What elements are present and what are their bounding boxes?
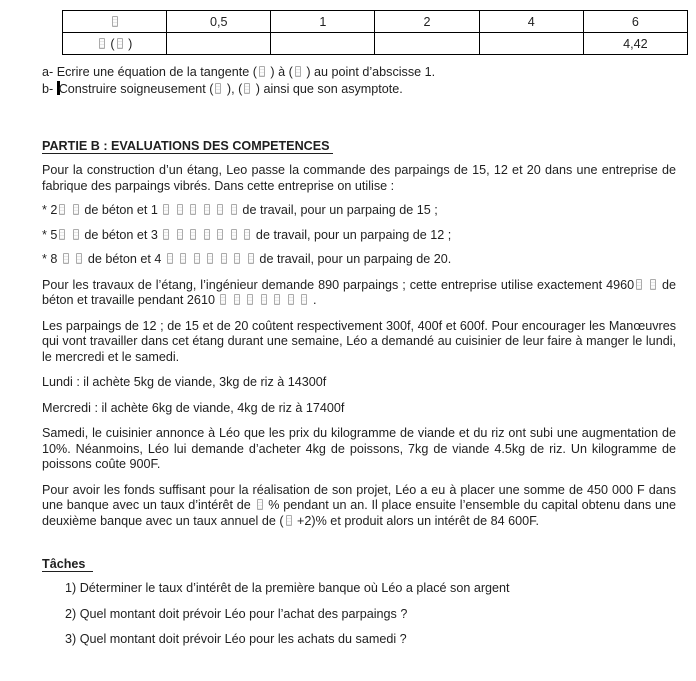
task-item-2[interactable]: 2) Quel montant doit prévoir Léo pour l’achat des parpaings ? bbox=[65, 606, 408, 621]
missing-glyph-box bbox=[167, 253, 173, 264]
partie-b-heading: PARTIE B : EVALUATIONS DES COMPETENCES bbox=[42, 139, 676, 153]
missing-glyph-box bbox=[177, 204, 183, 215]
missing-glyph-box bbox=[163, 229, 169, 240]
table-cell[interactable]: 6 bbox=[583, 11, 687, 33]
item-b-text: Construire soigneusement ( ), ( ) ainsi que son asymptote. bbox=[58, 82, 403, 96]
missing-glyph-box bbox=[217, 204, 223, 215]
paragraph-lundi[interactable]: Lundi : il achète 5kg de viande, 3kg de riz à 14300f bbox=[42, 375, 327, 389]
missing-glyph-box bbox=[274, 294, 280, 305]
missing-glyph-box bbox=[231, 229, 237, 240]
bullet-parpaing-15[interactable]: * 2 de béton et 1 de travail, pour un parpaing de 15 ; bbox=[42, 203, 438, 217]
missing-glyph-box bbox=[257, 499, 263, 510]
missing-glyph-box bbox=[288, 294, 294, 305]
exercise-item-b[interactable] bbox=[42, 81, 676, 97]
table-cell[interactable]: 4,42 bbox=[583, 33, 687, 55]
missing-glyph-box bbox=[163, 204, 169, 215]
missing-glyph-box bbox=[112, 16, 118, 27]
table-cell[interactable] bbox=[375, 33, 479, 55]
bullet-parpaing-12[interactable]: * 5 de béton et 3 de travail, pour un parpaing de 12 ; bbox=[42, 227, 452, 242]
missing-glyph-box bbox=[190, 229, 196, 240]
table-cell[interactable] bbox=[271, 33, 375, 55]
missing-glyph-box bbox=[73, 204, 79, 215]
paragraph-banque[interactable]: Pour avoir les fonds suffisant pour la réalisation de son projet, Léo a eu à placer une somme de 450 000 F dans une banque avec un taux d’intérêt de % pendant un an. Il place ensuite l’ensemble du capital obtenu dans une deuxième banque avec un taux annuel de ( +2)% et produit alors un intérêt de 84 600F. bbox=[42, 482, 676, 528]
missing-glyph-box bbox=[234, 253, 240, 264]
missing-glyph-box bbox=[231, 204, 237, 215]
table-cell[interactable]: 4 bbox=[479, 11, 583, 33]
table-cell[interactable]: 1 bbox=[271, 11, 375, 33]
table-row bbox=[63, 11, 688, 33]
missing-glyph-box bbox=[261, 294, 267, 305]
missing-glyph-box bbox=[73, 229, 79, 240]
missing-glyph-box bbox=[63, 253, 69, 264]
missing-glyph-box bbox=[204, 204, 210, 215]
table-cell[interactable] bbox=[63, 11, 167, 33]
item-b-prefix: b- bbox=[42, 82, 57, 96]
missing-glyph-box bbox=[76, 253, 82, 264]
missing-glyph-box bbox=[215, 83, 221, 94]
values-table bbox=[62, 10, 688, 55]
missing-glyph-box bbox=[244, 229, 250, 240]
missing-glyph-box bbox=[301, 294, 307, 305]
missing-glyph-box bbox=[259, 66, 265, 77]
missing-glyph-box bbox=[234, 294, 240, 305]
missing-glyph-box bbox=[117, 38, 123, 49]
exercise-item-a[interactable]: a- Ecrire une équation de la tangente ( ) à ( ) au point d’abscisse 1. bbox=[42, 65, 436, 79]
missing-glyph-box bbox=[286, 515, 292, 526]
missing-glyph-box bbox=[59, 229, 65, 240]
missing-glyph-box bbox=[177, 229, 183, 240]
missing-glyph-box bbox=[295, 66, 301, 77]
missing-glyph-box bbox=[248, 253, 254, 264]
missing-glyph-box bbox=[204, 229, 210, 240]
paragraph-samedi[interactable]: Samedi, le cuisinier annonce à Léo que les prix du kilogramme de viande et du riz ont subi une augmentation de 10%. Néanmoins, Léo lui demande d’acheter 4kg de poissons, 7kg de viande 4.5kg de riz. Un kilogramme de poissons coûte 900F. bbox=[42, 426, 676, 471]
missing-glyph-box bbox=[220, 294, 226, 305]
missing-glyph-box bbox=[194, 253, 200, 264]
paragraph-mercredi[interactable]: Mercredi : il achète 6kg de viande, 4kg de riz à 17400f bbox=[42, 400, 345, 415]
missing-glyph-box bbox=[650, 279, 656, 290]
task-item-3[interactable]: 3) Quel montant doit prévoir Léo pour les achats du samedi ? bbox=[65, 632, 407, 646]
bullet-parpaing-20[interactable]: * 8 de béton et 4 de travail, pour un parpaing de 20. bbox=[42, 252, 452, 266]
table-cell[interactable] bbox=[479, 33, 583, 55]
table-cell[interactable]: 0,5 bbox=[167, 11, 271, 33]
paragraph-parpaings[interactable]: Les parpaings de 12 ; de 15 et de 20 coûtent respectivement 300f, 400f et 600f. Pour encourager les Manœuvres qui vont travailler dans cet étang durant une semaine, Léo a demandé au cuisinier de leur faire à manger le lundi, le mercredi et le samedi. bbox=[42, 318, 676, 364]
missing-glyph-box bbox=[636, 279, 642, 290]
missing-glyph-box bbox=[99, 38, 105, 49]
taches-heading: Tâches bbox=[42, 557, 676, 571]
table-row bbox=[63, 33, 688, 55]
task-item-1[interactable]: 1) Déterminer le taux d’intérêt de la première banque où Léo a placé son argent bbox=[65, 581, 510, 595]
paragraph-travaux[interactable]: Pour les travaux de l’étang, l’ingénieur demande 890 parpaings ; cette entreprise utilise exactement 4960 de béton et travaille pendant 2610 . bbox=[42, 277, 676, 307]
missing-glyph-box bbox=[217, 229, 223, 240]
table-cell[interactable] bbox=[167, 33, 271, 55]
intro-paragraph[interactable]: Pour la construction d’un étang, Leo passe la commande des parpaings de 15, 12 et 20 dans une entreprise de fabrique des parpaings vibrés. Dans cette entreprise on utilise : bbox=[42, 163, 676, 193]
missing-glyph-box bbox=[207, 253, 213, 264]
missing-glyph-box bbox=[221, 253, 227, 264]
missing-glyph-box bbox=[247, 294, 253, 305]
table-cell[interactable]: 2 bbox=[375, 11, 479, 33]
table-cell[interactable]: ( ) bbox=[63, 33, 167, 55]
missing-glyph-box bbox=[59, 204, 65, 215]
missing-glyph-box bbox=[180, 253, 186, 264]
missing-glyph-box bbox=[190, 204, 196, 215]
missing-glyph-box bbox=[244, 83, 250, 94]
